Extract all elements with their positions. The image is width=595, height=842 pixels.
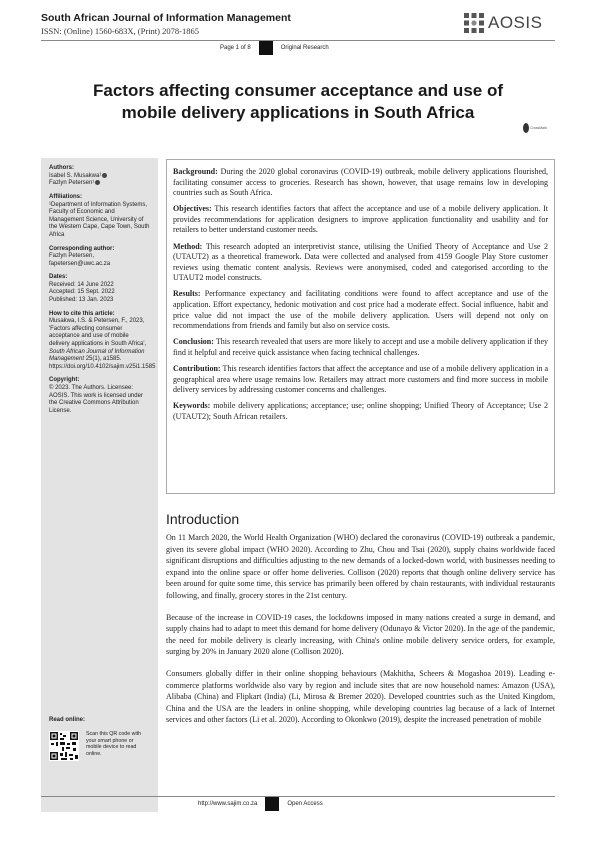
affiliations-heading: Affiliations: — [49, 193, 82, 200]
keywords-label: Keywords: — [173, 401, 211, 411]
abstract-background — [173, 167, 548, 199]
qr-code[interactable] — [49, 731, 79, 761]
conclusion-text: This research revealed that users are more likely to accept and use a mobile delivery application if they find it helpful and receive quick assistance when facing technical challenges. — [173, 337, 548, 357]
method-label: Method: — [173, 241, 203, 251]
abstract-results — [173, 289, 548, 331]
cite-heading: How to cite this article: — [49, 310, 115, 317]
qr-instructions: Scan this QR code with your smart phone or mobile device to read online. — [86, 731, 142, 757]
keywords-text: mobile delivery applications; acceptance; use; online shopping; Unified Theory of Acceptance; Use 2 (UTAUT2); South African retailers. — [173, 401, 549, 421]
page-info-block — [259, 41, 273, 55]
article-type: Original Research — [280, 45, 329, 51]
background-text: During the 2020 global coronavirus (COVID-19) outbreak, mobile delivery applications flourished, facilitating consumer access to groceries. Research has shown, however, that usage remains low in developing countries such as South Africa. — [173, 167, 548, 198]
abstract-keywords — [173, 401, 548, 422]
authors-heading: Authors: — [49, 165, 74, 171]
issn: ISSN: (Online) 1560-683X, (Print) 2078-1865 — [41, 26, 199, 36]
page-number: Page 1 of 8 — [220, 45, 251, 51]
intro-paragraph-1: On 11 March 2020, the World Health Organization (WHO) declared the coronavirus (COVID-19) outbreak a pandemic, given its severe global impact (WHO 2020). According to Zhu, Chou and Tsai (2020), supply chains worldwide faced significant disruptions and difficulties adjusting to the new demands of a locked-down world, with businesses needing to expand into the online space or offer home deliveries. Collison (2020) reports that though online delivery service has been around for quite some time, this service has primarily been offered by chain restaurants, with individual restaurants following, and finally, grocery stores in the 21st century. — [166, 533, 555, 600]
introduction-body — [166, 532, 555, 736]
abstract-objectives — [173, 204, 548, 236]
background-label: Background: — [173, 167, 218, 176]
introduction-heading: Introduction — [166, 511, 240, 527]
journal-name: South African Journal of Information Management — [41, 12, 291, 24]
article-info-sidebar — [41, 158, 158, 812]
title-line-1: Factors affecting consumer acceptance and use of — [92, 81, 503, 100]
aosis-logo — [463, 12, 558, 34]
aosis-logo-text: AOSIS — [488, 13, 543, 32]
page-footer — [198, 797, 323, 811]
abstract-contribution — [173, 364, 548, 396]
corresponding-author-name: Fazlyn Petersen, — [49, 253, 95, 260]
page-info-bar — [220, 41, 329, 55]
objectives-text: This research identifies factors that affect the acceptance and use of a mobile delivery application. It provides recommendations for application designers to improve application functionality and usability and for retailers to better understand customer needs. — [173, 204, 548, 235]
citation-authors-title: Musakwa, I.S. & Petersen, F., 2023, 'Factors affecting consumer acceptance and use of mobile delivery applications in South Africa', — [49, 318, 147, 348]
citation-text — [49, 318, 156, 371]
method-text: This research adopted an interpretivist stance, utilising the Unified Theory of Acceptance and Use 2 (UTAUT2) as a theoretical framework. Data were collected and analysed from 4159 Google Play Store customer reviews using thematic content analysis. Reviews were anonymised, coded and categorised according to the UTAUT2 model constructs. — [173, 241, 548, 283]
title-line-2: mobile delivery applications in South Africa — [121, 103, 475, 122]
results-label: Results: — [173, 289, 201, 299]
journal-url[interactable]: http://www.sajim.co.za — [198, 801, 258, 807]
corresponding-author-heading: Corresponding author: — [49, 245, 115, 252]
affiliations-text: ¹Department of Information Systems, Faculty of Economic and Management Science, University of the Western Cape, Cape Town, South Africa — [49, 201, 150, 238]
crossmark-icon — [523, 123, 529, 133]
abstract-method — [173, 242, 548, 284]
date-accepted: Accepted: 15 Sept. 2022 — [49, 289, 115, 296]
corresponding-author-email[interactable]: fapetersen@uwc.ac.za — [49, 260, 111, 267]
orcid-icon[interactable] — [95, 180, 100, 185]
dates-heading: Dates: — [49, 274, 68, 281]
open-access-label: Open Access — [287, 801, 323, 807]
contribution-text: This research identifies factors that affect the acceptance and use of a mobile delivery application in a geographical area where usage remains low. Retailers may attract more customers and find more success in mobile delivery services by addressing customer concerns and challenges. — [173, 364, 549, 395]
read-online-heading: Read online: — [49, 717, 86, 723]
abstract-box — [166, 159, 555, 494]
copyright-heading: Copyright: — [49, 377, 80, 384]
author-1-name: Isabel S. Musakwa¹ — [49, 172, 102, 179]
objectives-label: Objectives: — [173, 204, 212, 214]
author-2-name: Fazlyn Petersen¹ — [49, 180, 95, 187]
author-1 — [49, 173, 150, 181]
crossmark-label: CrossMark — [530, 126, 547, 130]
author-2 — [49, 180, 150, 188]
results-text: Performance expectancy and facilitating conditions were found to affect acceptance and use of the application. Effort expectancy, hedonic motivation and cost price had a moderate effect. Social influence, habit and price value did not impact the use of the mobile delivery application. Users will depend not only on recommendations from friends and family but also on service costs. — [173, 289, 548, 331]
read-online — [49, 717, 85, 725]
aosis-logo-icon — [463, 12, 485, 34]
intro-paragraph-2: Because of the increase in COVID-19 cases, the lockdowns imposed in many nations created a surge in demand, and supply chains had to adapt to meet this demand for home delivery (Odunayo & Victor 2020). In the age of the pandemic, the need for mobile delivery is clearly increasing, with China's online mobile delivery service orders, for example, surging by 20% in January 2020 alone (Collison 2020). — [166, 612, 555, 657]
intro-paragraph-3: Consumers globally differ in their online shopping behaviours (Makhitha, Scheers & Mogashoa 2019). Leading e-commerce platforms worldwide also vary by region and include sites that are now household names: Amazon (USA), Alibaba (China) and Flipkart (India) (Li, Mirosa & Bremer 2020). Developed countries such as the United Kingdom, China and the USA are the leaders in online shopping, while developing countries lag because of a lack of Internet services and other factors (Li et al. 2020). According to Okonkwo (2019), despite the increased penetration of mobile — [166, 668, 555, 725]
copyright-text: © 2023. The Authors. Licensee: AOSIS. This work is licensed under the Creative Commons Attribution License. — [49, 385, 143, 414]
citation-journal: South African Journal of Information Management — [49, 348, 145, 363]
contribution-label: Contribution: — [173, 364, 221, 373]
date-published: Published: 13 Jan. 2023 — [49, 297, 114, 304]
citation-doi[interactable]: 25(1), a1585. https://doi.org/10.4102/sajim.v25i1.1585 — [49, 356, 156, 370]
conclusion-label: Conclusion: — [173, 337, 214, 347]
orcid-icon[interactable] — [102, 173, 107, 178]
crossmark-badge[interactable] — [523, 122, 547, 134]
date-received: Received: 14 June 2022 — [49, 281, 114, 288]
footer-block — [265, 797, 279, 811]
article-title — [41, 80, 555, 124]
abstract-conclusion — [173, 337, 548, 358]
